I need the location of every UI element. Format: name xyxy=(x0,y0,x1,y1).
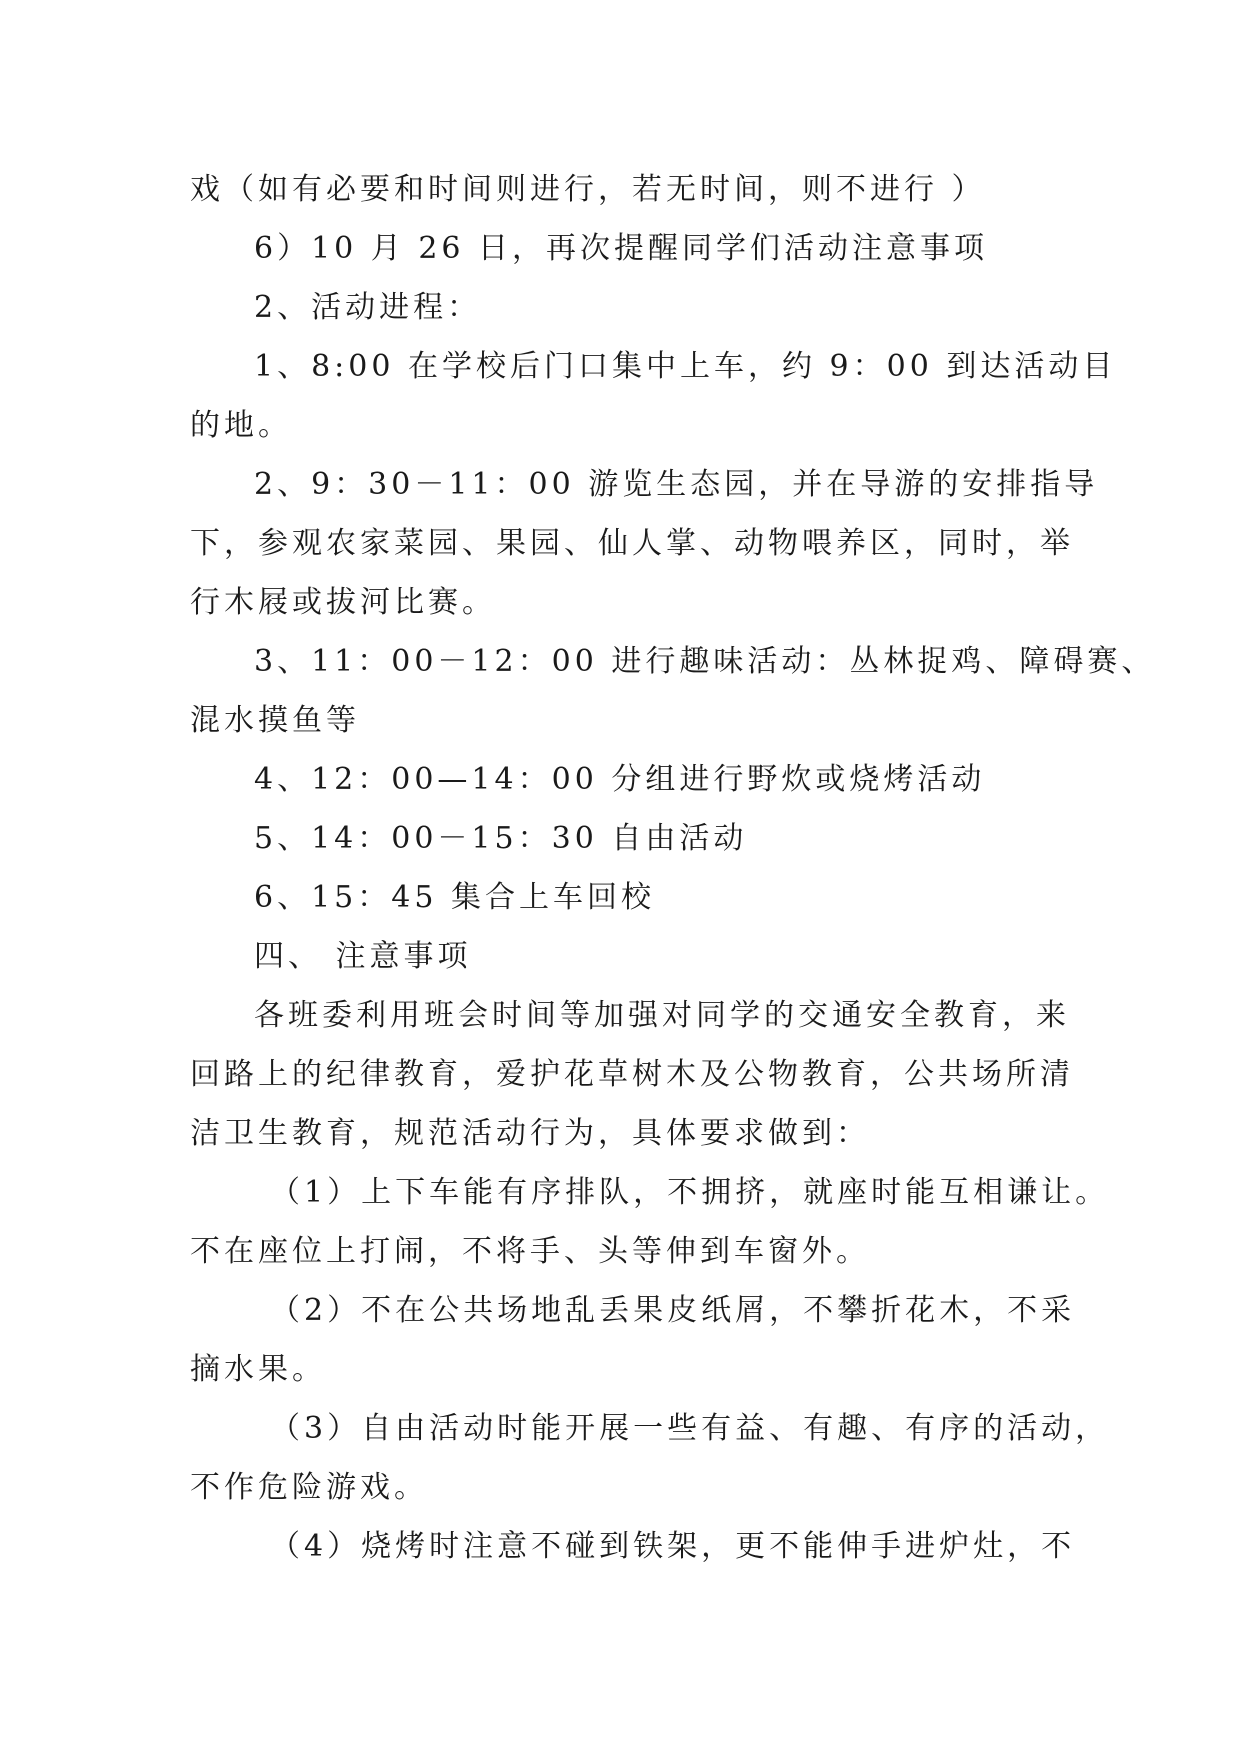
section-heading: 2、活动进程： xyxy=(254,290,482,325)
text-line: 不作危险游戏。 xyxy=(190,1470,428,1505)
text-line: （1）上下车能有序排队，不拥挤，就座时能互相谦让。 xyxy=(270,1175,1110,1210)
text-line: 3、11：00－12：00 进行趣味活动：丛林捉鸡、障碍赛、 xyxy=(254,644,1156,679)
text-line: 混水摸鱼等 xyxy=(190,703,360,738)
section-heading: 四、 注意事项 xyxy=(254,939,472,974)
document-body xyxy=(190,160,1156,1576)
text-line: 戏（如有必要和时间则进行，若无时间，则不进行 ） xyxy=(190,172,986,207)
text-line: （4）烧烤时注意不碰到铁架，更不能伸手进炉灶，不 xyxy=(270,1529,1076,1564)
text-line: 洁卫生教育，规范活动行为，具体要求做到： xyxy=(190,1116,870,1151)
text-line: 2、9：30－11：00 游览生态园，并在导游的安排指导 xyxy=(254,467,1099,502)
text-line: 5、14：00－15：30 自由活动 xyxy=(254,821,748,856)
text-line: 行木屐或拔河比赛。 xyxy=(190,585,496,620)
text-line: 摘水果。 xyxy=(190,1352,326,1387)
text-line: 6）10 月 26 日，再次提醒同学们活动注意事项 xyxy=(254,231,989,266)
text-line: （3）自由活动时能开展一些有益、有趣、有序的活动， xyxy=(270,1411,1110,1446)
text-line: 1、8:00 在学校后门口集中上车，约 9：00 到达活动目 xyxy=(254,349,1117,384)
text-line: 下，参观农家菜园、果园、仙人掌、动物喂养区，同时，举 xyxy=(190,526,1074,561)
text-line: 的地。 xyxy=(190,408,292,443)
text-line: 4、12：00—14：00 分组进行野炊或烧烤活动 xyxy=(254,762,986,797)
text-line: 回路上的纪律教育，爱护花草树木及公物教育，公共场所清 xyxy=(190,1057,1074,1092)
text-line: 各班委利用班会时间等加强对同学的交通安全教育，来 xyxy=(254,998,1070,1033)
text-line: 不在座位上打闹，不将手、头等伸到车窗外。 xyxy=(190,1234,870,1269)
text-line: 6、15：45 集合上车回校 xyxy=(254,880,655,915)
text-line: （2）不在公共场地乱丢果皮纸屑，不攀折花木，不采 xyxy=(270,1293,1076,1328)
